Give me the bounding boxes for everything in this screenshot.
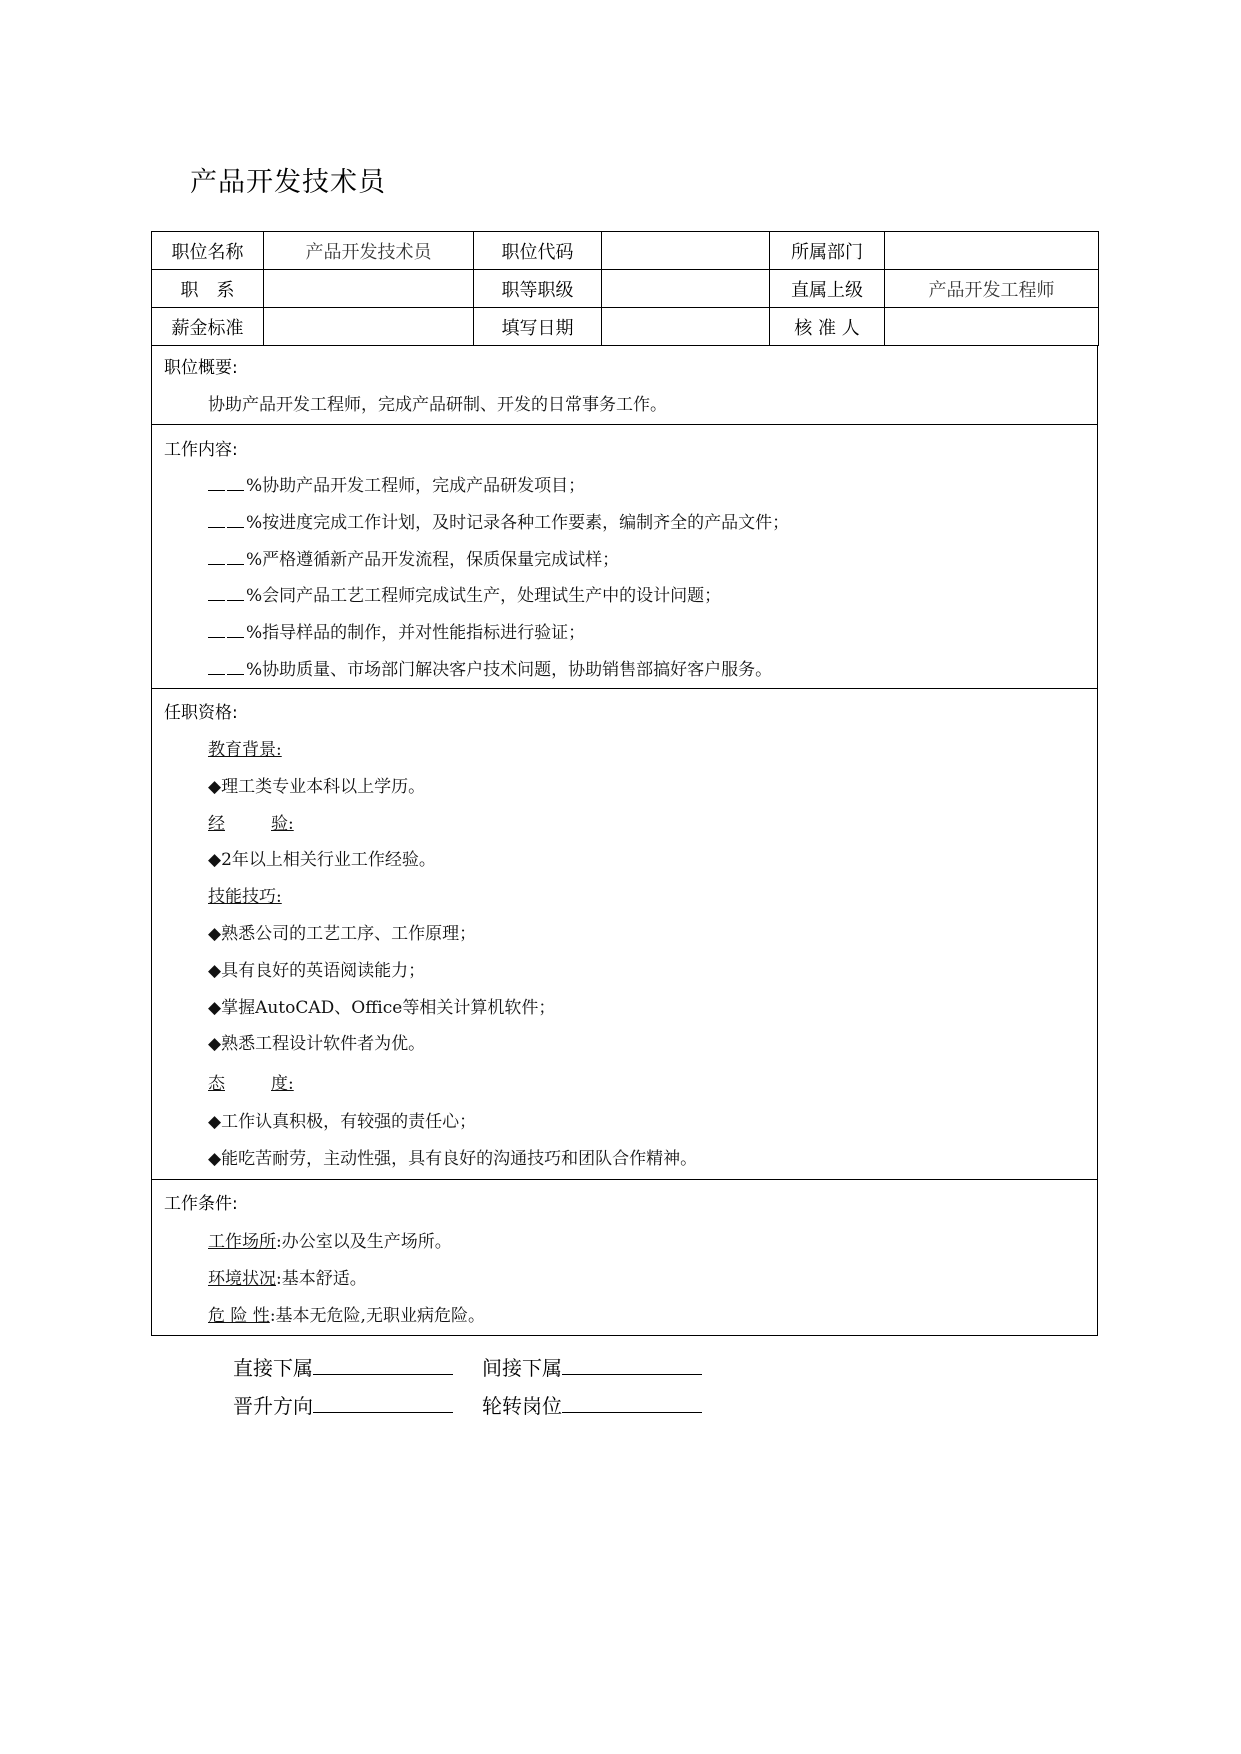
table-row xyxy=(152,308,1099,346)
experience-label: 经 验: xyxy=(208,814,294,834)
list-item: %按进度完成工作计划，及时记录各种工作要素，编制齐全的产品文件； xyxy=(208,508,789,533)
conditions-section xyxy=(151,1179,1098,1336)
header-table xyxy=(151,231,1099,346)
promotion-direction-field: 晋升方向 xyxy=(233,1390,453,1419)
value-salary-standard xyxy=(264,308,474,346)
label-approver: 核 准 人 xyxy=(770,308,885,346)
list-item: ◆能吃苦耐劳，主动性强，具有良好的沟通技巧和团队合作精神。 xyxy=(208,1149,698,1169)
list-item: ◆理工类专业本科以上学历。 xyxy=(208,777,426,797)
list-item: ◆熟悉工程设计软件者为优。 xyxy=(208,1034,426,1054)
indirect-subordinate-field: 间接下属 xyxy=(482,1352,702,1381)
workplace-line: 工作场所:办公室以及生产场所。 xyxy=(208,1232,452,1252)
qualifications-section xyxy=(151,688,1098,1180)
conditions-heading: 工作条件: xyxy=(164,1194,238,1214)
summary-text: 协助产品开发工程师，完成产品研制、开发的日常事务工作。 xyxy=(208,395,667,415)
list-item: ◆掌握AutoCAD、Office等相关计算机软件； xyxy=(208,998,556,1018)
value-position-name: 产品开发技术员 xyxy=(264,232,474,270)
table-row xyxy=(152,270,1099,308)
rotation-position-field: 轮转岗位 xyxy=(482,1390,702,1419)
list-item: ◆熟悉公司的工艺工序、工作原理； xyxy=(208,924,477,944)
label-fill-date: 填写日期 xyxy=(474,308,602,346)
value-job-grade xyxy=(602,270,770,308)
value-job-family xyxy=(264,270,474,308)
work-content-section xyxy=(151,424,1098,689)
risk-line: 危 险 性:基本无危险,无职业病危险。 xyxy=(208,1306,485,1326)
direct-subordinate-field: 直接下属 xyxy=(233,1352,453,1381)
list-item: %严格遵循新产品开发流程，保质保量完成试样； xyxy=(208,545,619,570)
list-item: %指导样品的制作，并对性能指标进行验证； xyxy=(208,618,585,643)
label-position-code: 职位代码 xyxy=(474,232,602,270)
skills-label: 技能技巧: xyxy=(208,887,282,907)
list-item: %会同产品工艺工程师完成试生产，处理试生产中的设计问题； xyxy=(208,581,721,606)
value-position-code xyxy=(602,232,770,270)
value-approver xyxy=(885,308,1099,346)
summary-section xyxy=(151,345,1098,425)
qualifications-heading: 任职资格: xyxy=(164,703,238,723)
environment-line: 环境状况:基本舒适。 xyxy=(208,1269,367,1289)
list-item: ◆工作认真积极，有较强的责任心； xyxy=(208,1112,477,1132)
attitude-label: 态 度: xyxy=(208,1074,294,1094)
label-salary-standard: 薪金标准 xyxy=(152,308,264,346)
page-title: 产品开发技术员 xyxy=(190,167,386,198)
work-content-heading: 工作内容: xyxy=(164,440,238,460)
list-item: ◆具有良好的英语阅读能力； xyxy=(208,961,426,981)
label-job-grade: 职等职级 xyxy=(474,270,602,308)
label-direct-supervisor: 直属上级 xyxy=(770,270,885,308)
label-department: 所属部门 xyxy=(770,232,885,270)
education-label: 教育背景: xyxy=(208,740,282,760)
list-item: ◆2年以上相关行业工作经验。 xyxy=(208,850,436,870)
list-item: %协助产品开发工程师，完成产品研发项目； xyxy=(208,471,585,496)
table-row xyxy=(152,232,1099,270)
label-job-family: 职 系 xyxy=(152,270,264,308)
value-direct-supervisor: 产品开发工程师 xyxy=(885,270,1099,308)
value-department xyxy=(885,232,1099,270)
summary-heading: 职位概要: xyxy=(164,358,238,378)
value-fill-date xyxy=(602,308,770,346)
list-item: %协助质量、市场部门解决客户技术问题，协助销售部搞好客户服务。 xyxy=(208,655,772,680)
label-position-name: 职位名称 xyxy=(152,232,264,270)
